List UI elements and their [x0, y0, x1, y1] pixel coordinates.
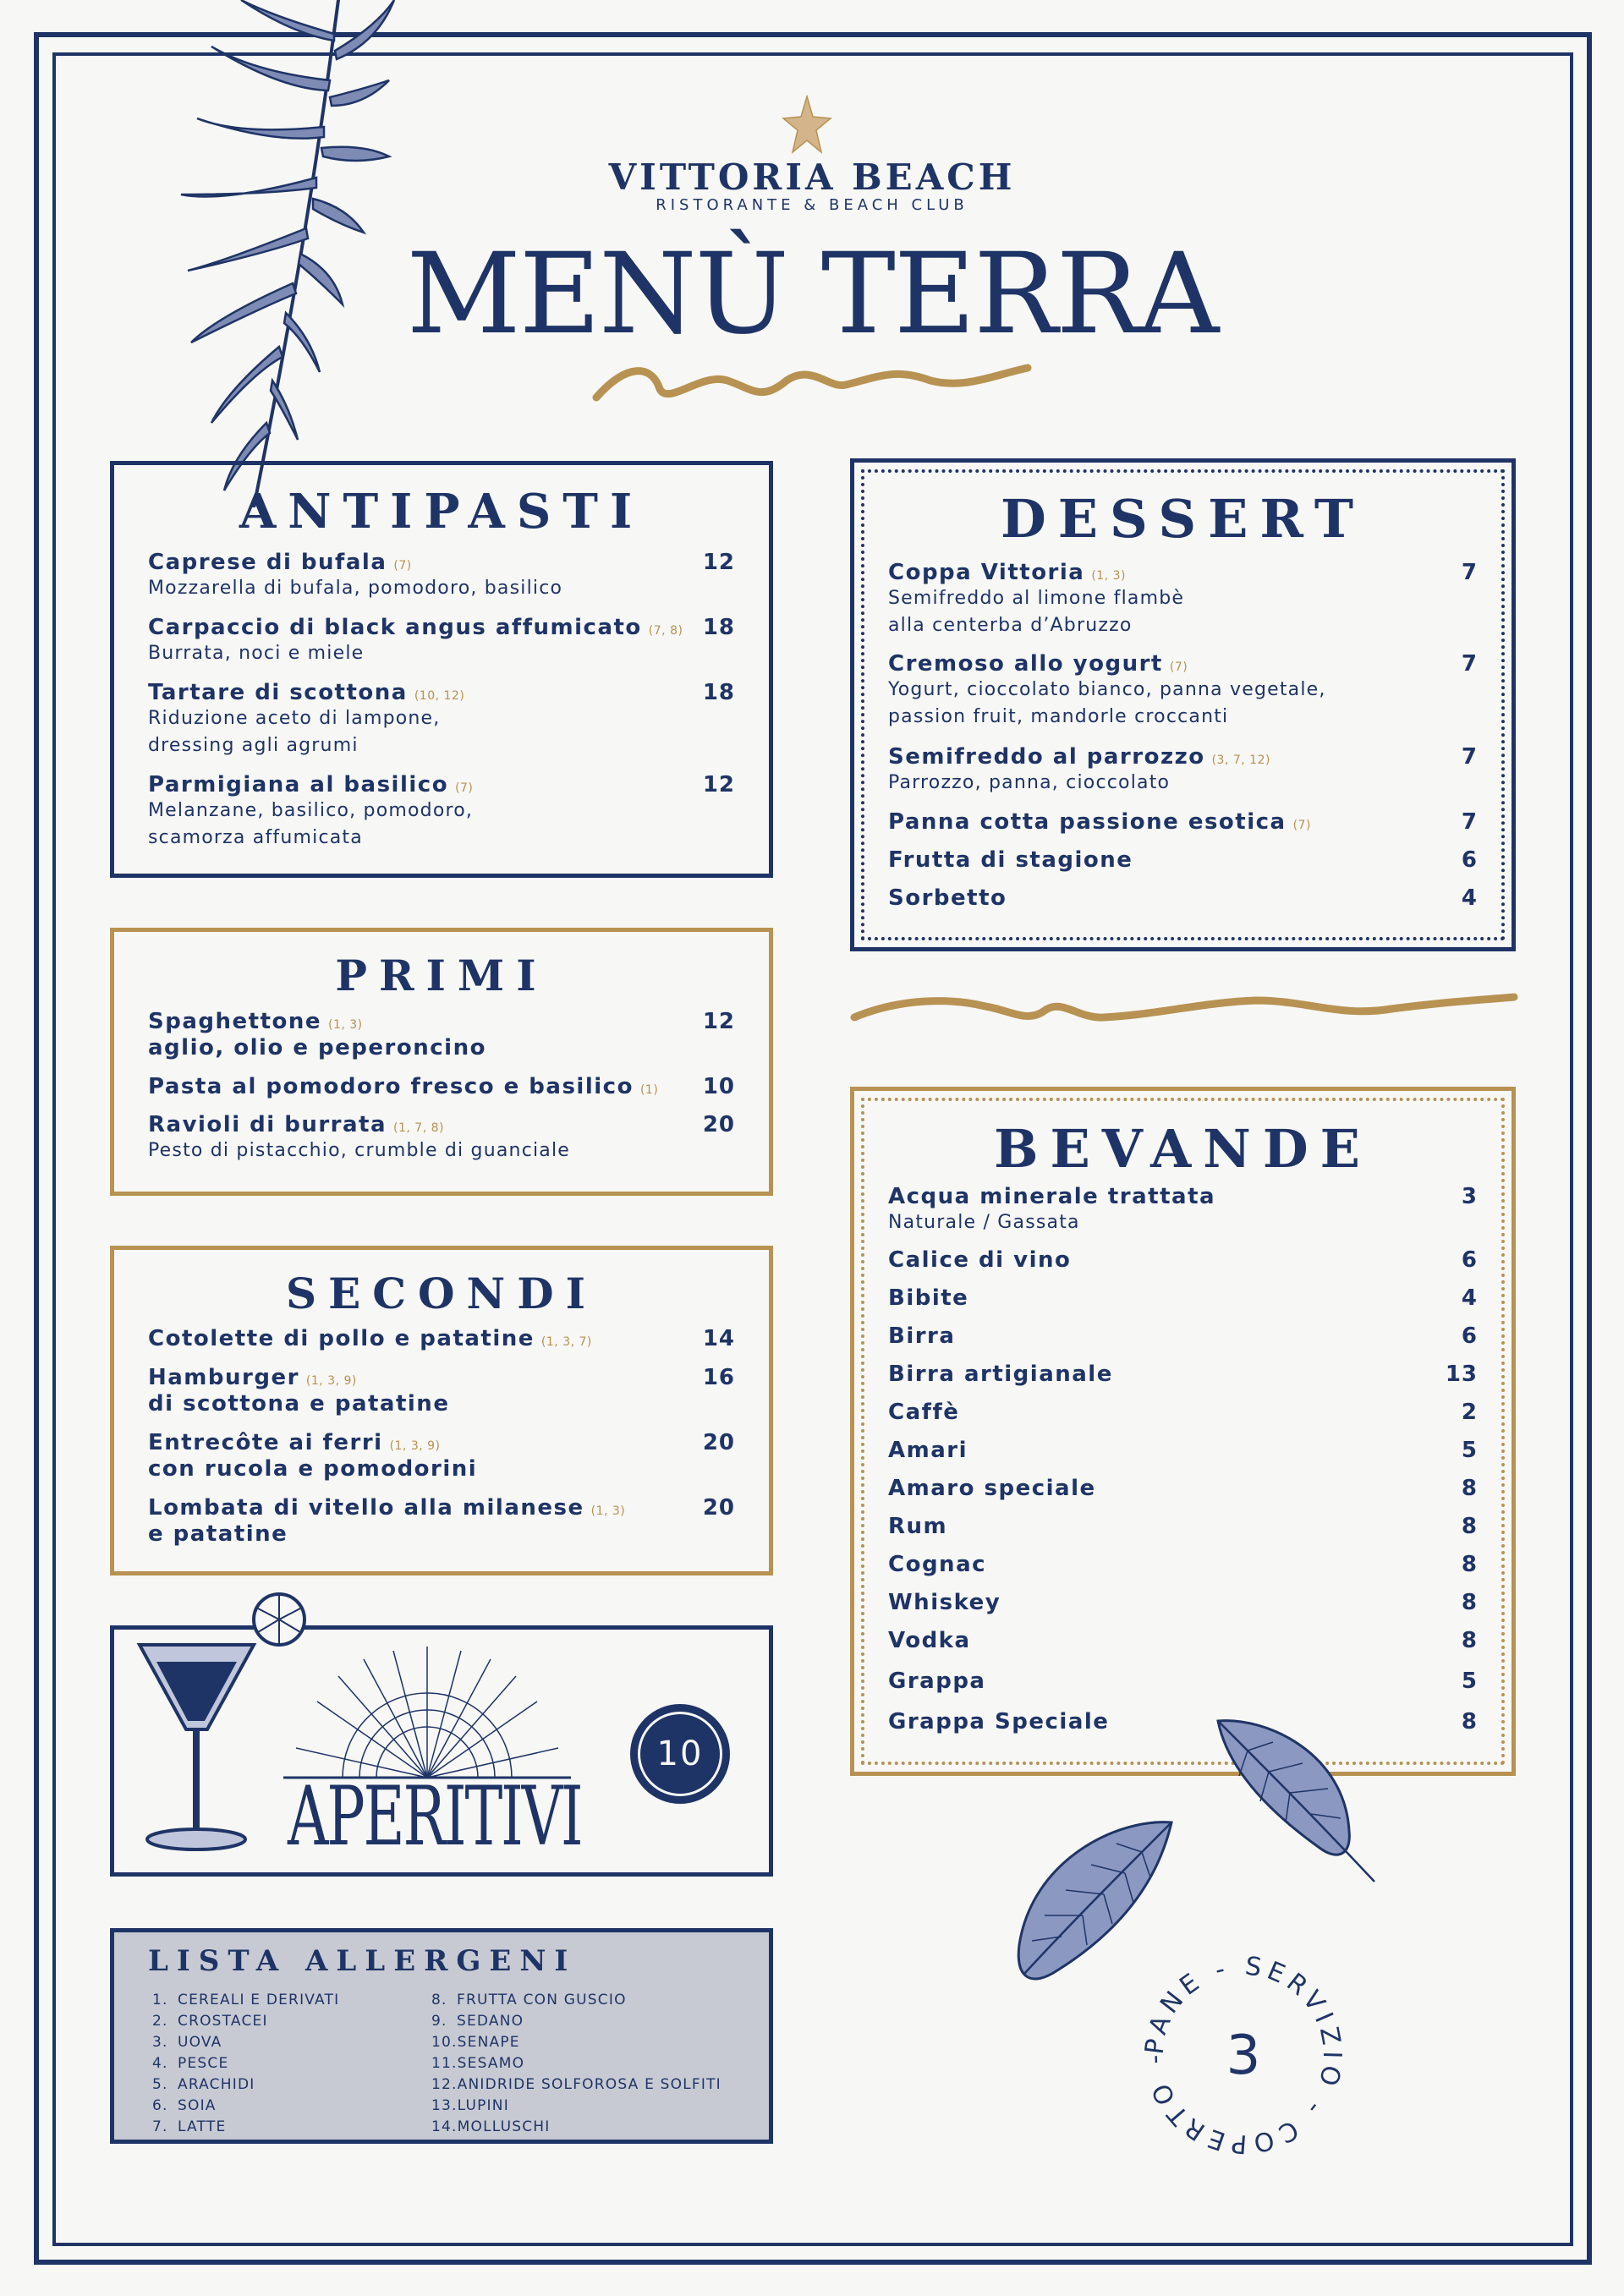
bevande-section [850, 1087, 1516, 1776]
menu-item-name: Sorbetto [888, 885, 1007, 911]
menu-item [888, 1514, 1478, 1539]
menu-item-row [148, 1326, 735, 1351]
menu-item-price: 8 [1461, 1709, 1478, 1734]
menu-item [888, 560, 1478, 639]
allergen-number: 9. [431, 2013, 447, 2030]
menu-item-price: 2 [1461, 1400, 1478, 1425]
menu-item-name: Acqua minerale trattata [888, 1184, 1216, 1209]
allergen-column-2 [431, 1990, 721, 2138]
menu-item-price: 3 [1461, 1184, 1478, 1209]
brand-name: VITTORIA BEACH [608, 156, 1016, 198]
menu-item-name: Birra [888, 1323, 956, 1349]
menu-item [148, 550, 735, 602]
menu-item-row [888, 1285, 1478, 1311]
menu-item-price: 8 [1461, 1552, 1478, 1577]
allergen-label: FRUTTA CON GUSCIO [457, 1992, 627, 2008]
menu-item-subtitle: di scottona e patatine [148, 1391, 450, 1417]
allergen-item [431, 2053, 721, 2074]
menu-item-price: 8 [1461, 1476, 1478, 1501]
menu-item-description: Mozzarella di bufala, pomodoro, basilico [148, 578, 563, 599]
antipasti-section [110, 461, 773, 878]
menu-item-name: Calice di vino [888, 1247, 1072, 1273]
allergen-label: LATTE [178, 2118, 227, 2135]
allergen-item [152, 2117, 339, 2138]
menu-item [148, 1112, 735, 1164]
menu-item [888, 1438, 1478, 1463]
menu-item [888, 1709, 1478, 1734]
allergen-codes: (7) [393, 559, 412, 573]
gold-squiggle-divider [592, 359, 1032, 410]
menu-item-price: 16 [702, 1365, 735, 1390]
menu-item [888, 1323, 1478, 1349]
coperto-ring-text: PANE - SERVIZIO - COPERTO - [1139, 1951, 1347, 2159]
allergen-number: 3. [152, 2034, 168, 2051]
allergen-label: UOVA [178, 2034, 222, 2051]
allergen-item [431, 1990, 721, 2011]
menu-item-row [888, 1323, 1478, 1349]
allergen-label: CROSTACEI [178, 2013, 268, 2030]
menu-item [888, 1184, 1478, 1236]
allergen-number: 6. [152, 2097, 168, 2114]
allergen-codes: (1, 3, 9) [389, 1439, 441, 1453]
allergen-number: 14. [431, 2118, 458, 2135]
allergen-number: 8. [431, 1992, 447, 2008]
menu-item-subtitle: con rucola e pomodorini [148, 1456, 478, 1482]
menu-item-description: Pesto di pistacchio, crumble di guanciale [148, 1140, 571, 1161]
menu-item-price: 12 [702, 772, 735, 797]
menu-item-name: Entrecôte ai ferri (1, 3, 9) [148, 1430, 441, 1455]
allergen-codes: (3, 7, 12) [1211, 753, 1270, 767]
allergen-number: 7. [152, 2118, 168, 2135]
menu-item [888, 1400, 1478, 1425]
allergen-item [152, 2074, 339, 2096]
page-title: MENÙ TERRA [406, 229, 1218, 359]
menu-item [888, 1285, 1478, 1311]
aperitivi-price-badge [630, 1704, 730, 1804]
menu-item-row [888, 1476, 1478, 1501]
star-icon [782, 95, 832, 156]
allergen-number: 13. [431, 2097, 458, 2114]
menu-item-row [888, 1362, 1478, 1387]
menu-item-row [148, 1074, 735, 1099]
menu-item-row [888, 1514, 1478, 1539]
menu-item-name: Carpaccio di black angus affumicato (7, 8) [148, 615, 683, 640]
menu-item-row [888, 1438, 1478, 1463]
menu-item-price: 8 [1461, 1628, 1478, 1653]
menu-item-name: Bibite [888, 1285, 969, 1311]
menu-item-price: 6 [1461, 1323, 1478, 1349]
section-title-secondi: SECONDI [285, 1269, 598, 1318]
allergen-label: LUPINI [457, 2097, 509, 2114]
menu-item [888, 744, 1478, 797]
aperitivi-title: APERITIVI [288, 1769, 582, 1864]
allergen-number: 2. [152, 2013, 168, 2030]
allergen-codes: (1, 7, 8) [393, 1121, 444, 1135]
menu-item-row [148, 1009, 735, 1034]
menu-item-name: Whiskey [888, 1590, 1001, 1615]
aperitivi-price: 10 [638, 1712, 722, 1796]
menu-item-row [888, 1184, 1478, 1209]
section-title-primi: PRIMI [335, 951, 548, 1000]
menu-item-name: Cotolette di pollo e patatine (1, 3, 7) [148, 1326, 592, 1351]
menu-item [888, 1552, 1478, 1577]
menu-item-description: Riduzione aceto di lampone, [148, 708, 441, 729]
cocktail-glass-icon [127, 1581, 321, 1869]
allergen-codes: (7) [455, 781, 474, 795]
menu-item-subtitle: e patatine [148, 1521, 288, 1547]
menu-item-price: 14 [702, 1326, 735, 1351]
allergen-column-1 [152, 1990, 339, 2138]
menu-item [148, 1074, 735, 1099]
section-title-dessert: DESSERT [1000, 488, 1366, 550]
menu-item-row [888, 1628, 1478, 1653]
menu-item-price: 7 [1461, 560, 1478, 585]
menu-item-row [888, 1400, 1478, 1425]
allergen-item [431, 2117, 721, 2138]
menu-item-name: Coppa Vittoria (1, 3) [888, 560, 1126, 585]
menu-item-row [148, 615, 735, 640]
menu-item-price: 20 [702, 1430, 735, 1455]
menu-item-row [888, 885, 1478, 911]
menu-item [148, 1365, 735, 1417]
menu-item-price: 12 [702, 1009, 735, 1034]
allergen-codes: (7) [1292, 819, 1311, 832]
menu-item [148, 1430, 735, 1482]
menu-item-row [888, 1247, 1478, 1273]
menu-item [888, 809, 1478, 835]
allergen-item [431, 2074, 721, 2096]
menu-item-name: Cremoso allo yogurt (7) [888, 651, 1188, 677]
menu-item-price: 4 [1461, 1285, 1478, 1311]
menu-item-name: Pasta al pomodoro fresco e basilico (1) [148, 1074, 659, 1099]
section-title-bevande: BEVANDE [994, 1118, 1372, 1180]
menu-item-name: Rum [888, 1514, 948, 1539]
menu-item-name: Hamburger (1, 3, 9) [148, 1365, 357, 1390]
menu-item [148, 1495, 735, 1548]
menu-item-price: 6 [1461, 1247, 1478, 1273]
menu-item-name: Parmigiana al basilico (7) [148, 772, 474, 797]
menu-item-row [148, 772, 735, 797]
menu-item [148, 1009, 735, 1061]
allergen-codes: (7) [1169, 660, 1188, 674]
menu-item [148, 772, 735, 852]
allergen-codes: (1, 3, 7) [540, 1335, 592, 1349]
menu-item-row [888, 1669, 1478, 1694]
menu-item-price: 8 [1461, 1514, 1478, 1539]
allergen-number: 10. [431, 2034, 458, 2051]
menu-item [888, 651, 1478, 731]
menu-item-price: 12 [702, 550, 735, 575]
allergen-codes: (1, 3) [328, 1018, 363, 1032]
menu-item-name: Ravioli di burrata (1, 7, 8) [148, 1112, 444, 1137]
menu-item-price: 20 [702, 1495, 735, 1521]
menu-item-description: Parrozzo, panna, cioccolato [888, 772, 1171, 793]
allergen-label: SEDANO [457, 2013, 524, 2030]
allergen-label: CEREALI E DERIVATI [178, 1992, 340, 2008]
menu-item-row [888, 847, 1478, 873]
menu-item [888, 1590, 1478, 1615]
menu-item [888, 1476, 1478, 1501]
allergen-label: MOLLUSCHI [457, 2118, 551, 2135]
section-title-antipasti: ANTIPASTI [239, 484, 645, 540]
menu-item-name: Grappa [888, 1669, 986, 1694]
allergen-label: ANIDRIDE SOLFOROSA E SOLFITI [457, 2076, 721, 2093]
allergen-number: 5. [152, 2076, 168, 2093]
allergen-label: SENAPE [457, 2034, 520, 2051]
allergen-list-title: LISTA ALLERGENI [148, 1944, 577, 1978]
menu-item-price: 18 [702, 615, 735, 640]
menu-item-name: Caffè [888, 1400, 960, 1425]
allergen-number: 1. [152, 1992, 168, 2008]
allergen-item [152, 2053, 339, 2074]
menu-item [888, 1362, 1478, 1387]
allergen-codes: (7, 8) [648, 624, 683, 638]
menu-item-price: 5 [1461, 1438, 1478, 1463]
allergen-item [431, 2011, 721, 2032]
menu-item-row [888, 809, 1478, 835]
allergen-number: 4. [152, 2055, 168, 2072]
menu-item-price: 13 [1445, 1362, 1478, 1387]
menu-item-description: scamorza affumicata [148, 827, 363, 848]
allergen-item [152, 2032, 339, 2053]
menu-item-price: 7 [1461, 809, 1478, 835]
allergen-item [152, 2096, 339, 2117]
menu-item-name: Semifreddo al parrozzo (3, 7, 12) [888, 744, 1270, 770]
menu-item-name: Tartare di scottona (10, 12) [148, 680, 465, 705]
menu-item-name: Spaghettone (1, 3) [148, 1009, 363, 1034]
menu-item-price: 10 [702, 1074, 735, 1099]
primi-section [110, 928, 773, 1196]
allergen-codes: (1, 3) [1091, 569, 1126, 583]
menu-item-row [148, 1430, 735, 1455]
allergen-label: SESAMO [457, 2055, 525, 2072]
menu-item-price: 7 [1461, 651, 1478, 677]
menu-item [148, 680, 735, 759]
coperto-price: 3 [1226, 2025, 1261, 2087]
menu-item-name: Frutta di stagione [888, 847, 1133, 873]
menu-item-row [888, 1590, 1478, 1615]
menu-item-description: Yogurt, cioccolato bianco, panna vegetale, [888, 679, 1326, 700]
menu-item-row [148, 1495, 735, 1521]
menu-item-name: Panna cotta passione esotica (7) [888, 809, 1311, 835]
menu-item-price: 5 [1461, 1669, 1478, 1694]
allergen-item [152, 2011, 339, 2032]
allergen-codes: (1) [639, 1083, 659, 1097]
menu-item [148, 615, 735, 667]
menu-item-row [148, 550, 735, 575]
allergen-item [431, 2096, 721, 2117]
menu-item-name: Birra artigianale [888, 1362, 1113, 1387]
menu-item-price: 20 [702, 1112, 735, 1137]
allergen-label: SOIA [178, 2097, 217, 2114]
menu-item-row [888, 1552, 1478, 1577]
menu-item-subtitle: aglio, olio e peperoncino [148, 1035, 486, 1060]
menu-item-price: 8 [1461, 1590, 1478, 1615]
menu-item-description: Naturale / Gassata [888, 1212, 1080, 1233]
menu-item [888, 1628, 1478, 1653]
allergen-label: ARACHIDI [178, 2076, 255, 2093]
menu-item-row [148, 1112, 735, 1137]
menu-item-description: alla centerba d’Abruzzo [888, 615, 1133, 636]
allergen-number: 12. [431, 2076, 458, 2093]
menu-item-name: Caprese di bufala (7) [148, 550, 412, 575]
sunburst-icon [283, 1642, 571, 1782]
menu-item-name: Amaro speciale [888, 1476, 1096, 1501]
menu-item-description: Burrata, noci e miele [148, 643, 365, 664]
allergen-item [431, 2032, 721, 2053]
allergen-codes: (1, 3, 9) [305, 1374, 357, 1388]
menu-item-price: 7 [1461, 744, 1478, 770]
allergen-number: 11. [431, 2055, 458, 2072]
menu-item-description: dressing agli agrumi [148, 735, 359, 756]
menu-item-description: passion fruit, mandorle croccanti [888, 706, 1229, 727]
menu-item-name: Vodka [888, 1628, 971, 1653]
allergen-list-panel [110, 1928, 773, 2144]
menu-item-row [888, 560, 1478, 585]
brand-subtitle: RISTORANTE & BEACH CLUB [656, 196, 968, 214]
menu-item-name: Grappa Speciale [888, 1709, 1110, 1734]
basil-leaf-icon [1210, 1712, 1379, 1890]
menu-item-name: Lombata di vitello alla milanese (1, 3) [148, 1495, 626, 1521]
menu-item-name: Amari [888, 1438, 968, 1463]
rosemary-branch-icon [127, 0, 398, 507]
secondi-section [110, 1246, 773, 1575]
menu-item-price: 18 [702, 680, 735, 705]
menu-item-description: Semifreddo al limone flambè [888, 588, 1185, 609]
menu-item [888, 1669, 1478, 1694]
menu-item-row [888, 744, 1478, 770]
menu-item [888, 1247, 1478, 1273]
gold-squiggle-divider [850, 985, 1518, 1036]
menu-item-price: 6 [1461, 847, 1478, 873]
dessert-section [850, 458, 1516, 951]
menu-item [148, 1326, 735, 1351]
menu-item-description: Melanzane, basilico, pomodoro, [148, 800, 474, 821]
allergen-label: PESCE [178, 2055, 229, 2072]
allergen-item [152, 1990, 339, 2011]
allergen-codes: (10, 12) [414, 689, 465, 703]
menu-item [888, 847, 1478, 873]
allergen-codes: (1, 3) [590, 1504, 626, 1518]
menu-item-row [148, 1365, 735, 1390]
menu-item-row [888, 1709, 1478, 1734]
coperto-badge [1133, 1945, 1353, 2165]
menu-item-price: 4 [1461, 885, 1478, 911]
menu-item-name: Cognac [888, 1552, 987, 1577]
menu-item-row [888, 651, 1478, 677]
menu-item [888, 885, 1478, 911]
menu-item-row [148, 680, 735, 705]
